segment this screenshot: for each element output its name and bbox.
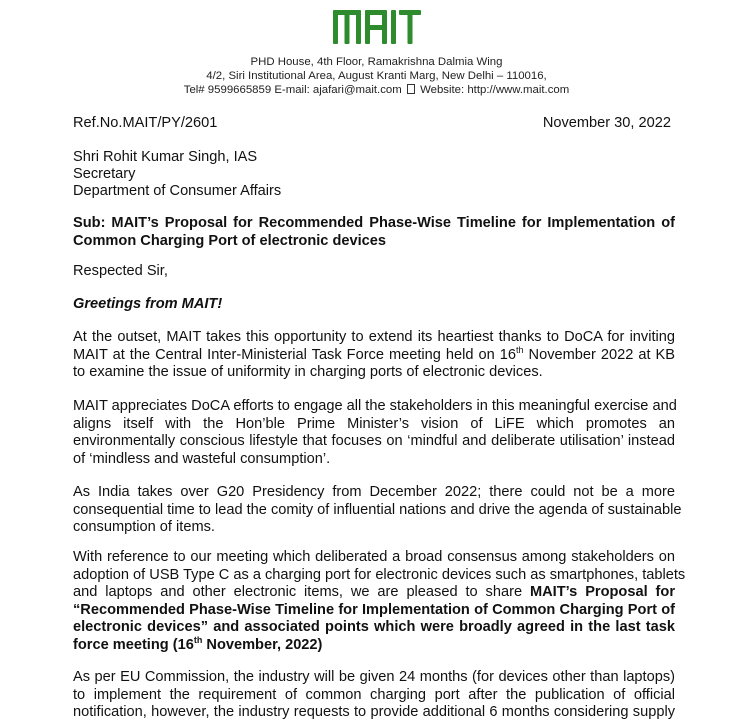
- paragraph-3-line-1: As India takes over G20 Presidency from December 2022; there could not be a more: [73, 484, 675, 500]
- address-line-3: [0, 84, 753, 98]
- salutation: Respected Sir,: [73, 263, 168, 279]
- paragraph-1-line-2b: November 2022 at KB: [523, 346, 676, 363]
- paragraph-1-line-1: At the outset, MAIT takes this opportunity to extend its heartiest thanks to DoCA for inviting: [73, 329, 675, 345]
- subject-line-2: Common Charging Port of electronic devices: [73, 232, 387, 249]
- address-line-2: 4/2, Siri Institutional Area, August Kranti Marg, New Delhi – 110016,: [206, 70, 547, 82]
- letter-date: November 30, 2022: [542, 115, 671, 131]
- subject-line: [73, 215, 675, 250]
- paragraph-5-line-3: notification, however, the industry requests to provide additional 6 months considering supply: [73, 704, 675, 721]
- paragraph-1: [73, 329, 675, 382]
- paragraph-2-line-2: aligns itself with the Hon’ble Prime Minister’s vision of LiFE which promotes an: [73, 415, 675, 432]
- contact-tel-email: Tel# 9599665859 E-mail: ajafari@mait.com: [183, 84, 402, 96]
- paragraph-3-line-2: consequential time to lead the comity of influential nations and drive the agenda of sustainable: [73, 501, 682, 518]
- recipient-department: Department of Consumer Affairs: [73, 183, 282, 199]
- recipient-title: Secretary: [73, 166, 136, 182]
- paragraph-4-line-6b: November, 2022): [202, 636, 323, 653]
- ordinal-suffix: th: [516, 344, 524, 355]
- recipient-name: Shri Rohit Kumar Singh, IAS: [73, 149, 258, 165]
- ordinal-suffix: th: [193, 635, 203, 646]
- paragraph-5: [73, 669, 675, 722]
- paragraph-4-line-3: [73, 584, 675, 602]
- proposal-title-start: MAIT’s Proposal for: [529, 584, 675, 601]
- address-line-1: PHD House, 4th Floor, Ramakrishna Dalmia Wing: [250, 56, 503, 68]
- mait-logo-mark: [333, 8, 421, 46]
- paragraph-4: [73, 549, 686, 655]
- paragraph-4-line-2: adoption of USB Type C as a charging port for electronic devices such as smartphones, tablets: [73, 566, 686, 583]
- paragraph-4-line-6: [73, 637, 675, 655]
- paragraph-2: [73, 398, 675, 468]
- greeting: Greetings from MAIT!: [73, 296, 223, 312]
- paragraph-4-line-3a: and laptops and other electronic items, we are pleased to share: [73, 584, 530, 601]
- reference-number: Ref.No.MAIT/PY/2601: [73, 115, 218, 131]
- paragraph-4-line-1: With reference to our meeting which deliberated a broad consensus among stakeholders on: [73, 549, 675, 565]
- paragraph-4-line-4: “Recommended Phase-Wise Timeline for Implementation of Common Charging Port of: [73, 601, 675, 618]
- mait-logo: [0, 8, 753, 51]
- paragraph-5-line-2: to implement the requirement of common charging port after the publication of official: [73, 686, 675, 703]
- paragraph-5-line-1: As per EU Commission, the industry will be given 24 months (for devices other than laptops): [73, 669, 675, 685]
- contact-website: Website: http://www.mait.com: [420, 84, 570, 96]
- paragraph-1-line-2: [73, 344, 676, 365]
- paragraph-3: [73, 484, 682, 537]
- paragraph-1-line-3: to examine the issue of uniformity in charging ports of electronic devices.: [73, 364, 543, 381]
- bullet-box-icon: [407, 84, 415, 94]
- paragraph-2-line-3: environmentally conscious lifestyle that focuses on ‘mindful and deliberate utilisation’ instead: [73, 433, 675, 450]
- paragraph-2-line-4: of ‘mindless and wasteful consumption’.: [73, 450, 331, 467]
- paragraph-4-line-6a: force meeting (16: [73, 636, 194, 653]
- paragraph-2-line-1: MAIT appreciates DoCA efforts to engage all the stakeholders in this meaningful exercise and: [73, 398, 677, 414]
- paragraph-3-line-3: consumption of items.: [73, 519, 215, 536]
- paragraph-1-line-2a: MAIT at the Central Inter-Ministerial Task Force meeting held on 16: [73, 346, 517, 363]
- paragraph-4-line-5: electronic devices” and associated points which were broadly agreed in the last task: [73, 619, 675, 636]
- subject-line-1: Sub: MAIT’s Proposal for Recommended Phase-Wise Timeline for Implementation of: [73, 215, 675, 231]
